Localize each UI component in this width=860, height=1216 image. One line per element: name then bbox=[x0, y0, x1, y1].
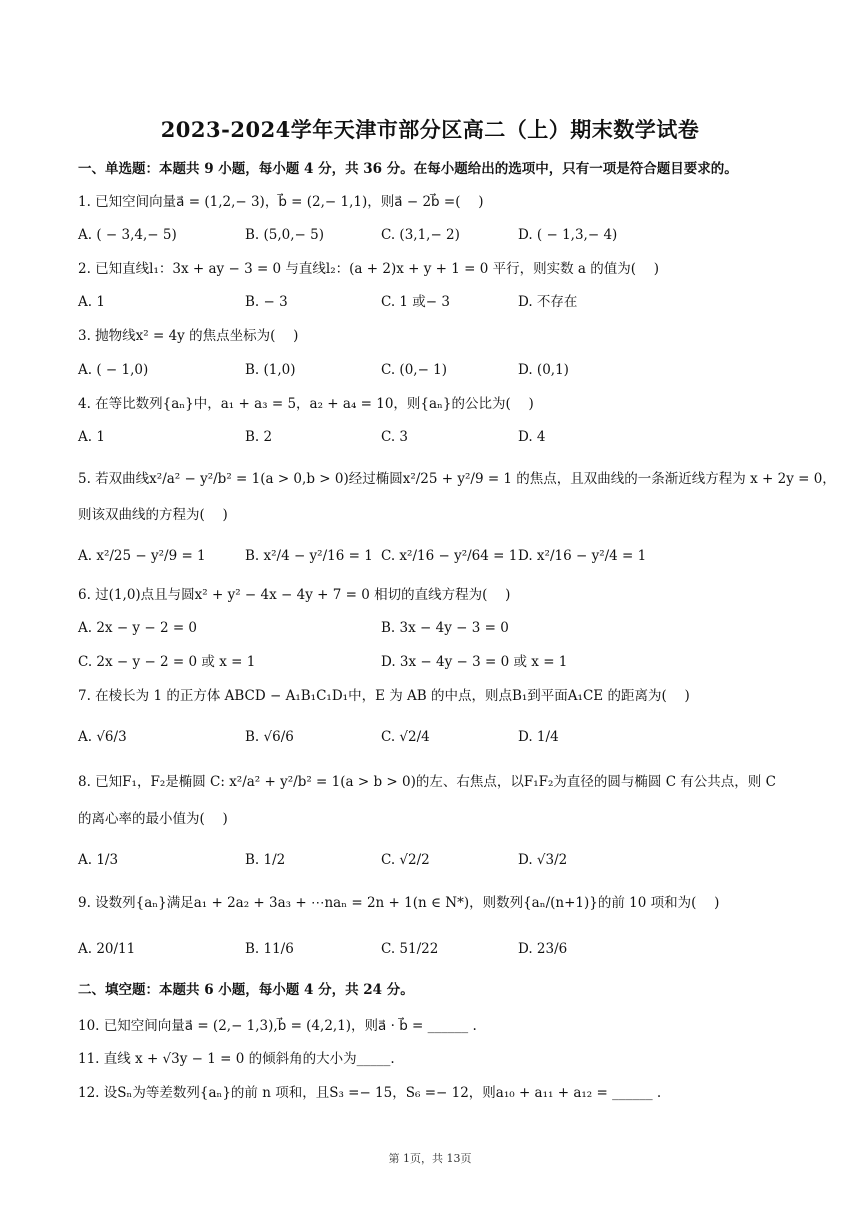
page-footer: 第 1页，共 13页 bbox=[388, 1152, 472, 1165]
q6-option-d: D. 3x − 4y − 3 = 0 或 x = 1 bbox=[381, 654, 568, 670]
q1-option-c: C. (3,1,− 2) bbox=[381, 227, 460, 243]
q9-option-a: A. 20/11 bbox=[78, 941, 136, 957]
q1-option-d: D. ( − 1,3,− 4) bbox=[518, 227, 618, 243]
q7-option-c: C. √2/4 bbox=[381, 729, 430, 745]
question-9-stem: 9. 设数列{aₙ}满足a₁ + 2a₂ + 3a₃ + ⋯naₙ = 2n + 1(n ∈ N*)，则数列{aₙ/(n+1)}的前 10 项和为( ) bbox=[78, 895, 720, 911]
question-8-stem-line2: 的离心率的最小值为( ) bbox=[78, 811, 228, 827]
q4-option-b: B. 2 bbox=[245, 429, 273, 445]
q3-option-d: D. (0,1) bbox=[518, 362, 569, 378]
question-2-stem: 2. 已知直线l₁：3x + ay − 3 = 0 与直线l₂：(a + 2)x + y + 1 = 0 平行，则实数 a 的值为( ) bbox=[78, 261, 660, 277]
question-7-stem: 7. 在棱长为 1 的正方体 ABCD − A₁B₁C₁D₁中，E 为 AB 的中点，则点B₁到平面A₁CE 的距离为( ) bbox=[78, 688, 690, 704]
q5-option-d: D. x²/16 − y²/4 = 1 bbox=[518, 548, 647, 564]
question-12: 12. 设Sₙ为等差数列{aₙ}的前 n 项和，且S₃ =− 15，S₆ =− 12，则a₁₀ + a₁₁ + a₁₂ = ______ . bbox=[78, 1085, 662, 1101]
q2-option-d: D. 不存在 bbox=[518, 294, 578, 310]
q6-option-b: B. 3x − 4y − 3 = 0 bbox=[381, 620, 509, 636]
question-5-stem-line2: 则该双曲线的方程为( ) bbox=[78, 507, 228, 523]
q4-option-d: D. 4 bbox=[518, 429, 546, 445]
question-4-stem: 4. 在等比数列{aₙ}中，a₁ + a₃ = 5，a₂ + a₄ = 10，则{aₙ}的公比为( ) bbox=[78, 396, 534, 412]
section-heading-fill-in: 二、填空题：本题共 6 小题，每小题 4 分，共 24 分。 bbox=[78, 982, 414, 998]
q9-option-d: D. 23/6 bbox=[518, 941, 568, 957]
q6-option-c: C. 2x − y − 2 = 0 或 x = 1 bbox=[78, 654, 256, 670]
q1-option-a: A. ( − 3,4,− 5) bbox=[78, 227, 177, 243]
q8-option-b: B. 1/2 bbox=[245, 852, 286, 868]
q5-option-c: C. x²/16 − y²/64 = 1 bbox=[381, 548, 518, 564]
page-title: 2023-2024学年天津市部分区高二（上）期末数学试卷 bbox=[160, 117, 700, 142]
q3-option-a: A. ( − 1,0) bbox=[78, 362, 149, 378]
q9-option-b: B. 11/6 bbox=[245, 941, 294, 957]
q2-option-a: A. 1 bbox=[78, 294, 105, 310]
q8-option-a: A. 1/3 bbox=[78, 852, 119, 868]
q8-option-c: C. √2/2 bbox=[381, 852, 430, 868]
q3-option-c: C. (0,− 1) bbox=[381, 362, 448, 378]
q5-option-a: A. x²/25 − y²/9 = 1 bbox=[78, 548, 206, 564]
q6-option-a: A. 2x − y − 2 = 0 bbox=[78, 620, 198, 636]
q2-option-b: B. − 3 bbox=[245, 294, 288, 310]
q7-option-d: D. 1/4 bbox=[518, 729, 559, 745]
question-10: 10. 已知空间向量a⃗ = (2,− 1,3),b⃗ = (4,2,1)，则a⃗ · b⃗ = ______ . bbox=[78, 1018, 477, 1034]
question-1-stem: 1. 已知空间向量a⃗ = (1,2,− 3)，b⃗ = (2,− 1,1)，则a⃗ − 2b⃗ =( ) bbox=[78, 194, 484, 210]
q7-option-a: A. √6/3 bbox=[78, 729, 127, 745]
section-heading-single-choice: 一、单选题：本题共 9 小题，每小题 4 分，共 36 分。在每小题给出的选项中，只有一项是符合题目要求的。 bbox=[78, 161, 738, 177]
q3-option-b: B. (1,0) bbox=[245, 362, 296, 378]
q2-option-c: C. 1 或− 3 bbox=[381, 294, 451, 310]
question-5-stem-line1: 5. 若双曲线x²/a² − y²/b² = 1(a > 0,b > 0)经过椭圆x²/25 + y²/9 = 1 的焦点，且双曲线的一条渐近线方程为 x + 2y = 0， bbox=[78, 471, 836, 487]
q8-option-d: D. √3/2 bbox=[518, 852, 568, 868]
q1-option-b: B. (5,0,− 5) bbox=[245, 227, 324, 243]
question-11: 11. 直线 x + √3y − 1 = 0 的倾斜角的大小为_____. bbox=[78, 1051, 395, 1067]
q9-option-c: C. 51/22 bbox=[381, 941, 439, 957]
q4-option-c: C. 3 bbox=[381, 429, 409, 445]
q5-option-b: B. x²/4 − y²/16 = 1 bbox=[245, 548, 373, 564]
q7-option-b: B. √6/6 bbox=[245, 729, 294, 745]
question-3-stem: 3. 抛物线x² = 4y 的焦点坐标为( ) bbox=[78, 328, 299, 344]
question-8-stem-line1: 8. 已知F₁，F₂是椭圆 C: x²/a² + y²/b² = 1(a > b > 0)的左、右焦点，以F₁F₂为直径的圆与椭圆 C 有公共点，则 C bbox=[78, 774, 776, 790]
question-6-stem: 6. 过(1,0)点且与圆x² + y² − 4x − 4y + 7 = 0 相切的直线方程为( ) bbox=[78, 587, 511, 603]
q4-option-a: A. 1 bbox=[78, 429, 105, 445]
